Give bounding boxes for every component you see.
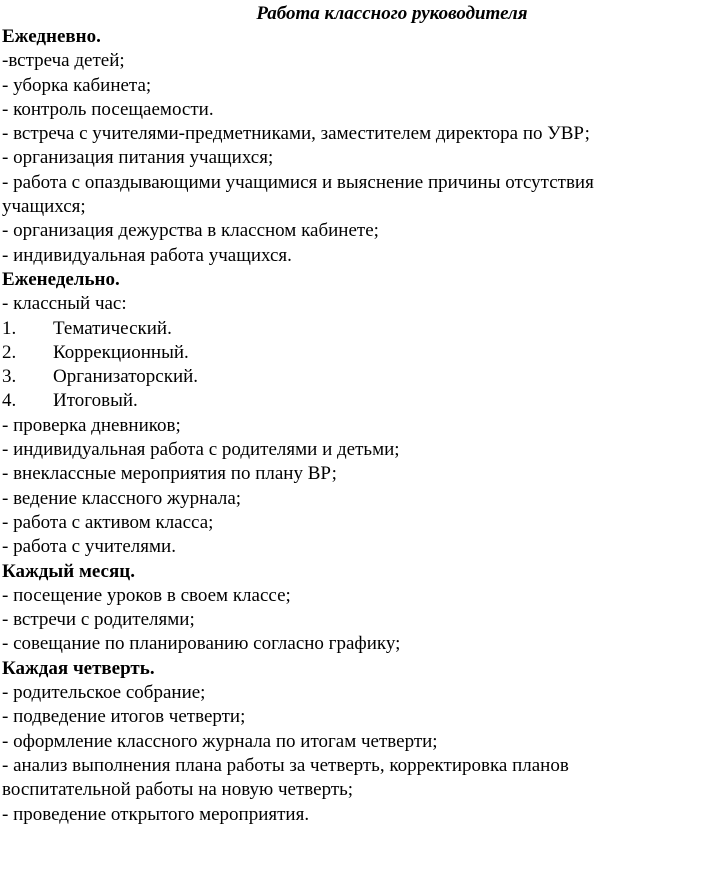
list-item: -встреча детей; [2,50,125,72]
item-number: 4. [2,390,17,412]
item-text: Коррекционный. [53,341,189,363]
item-text: Тематический. [53,317,172,339]
list-item: - внеклассные мероприятия по плану ВР; [2,463,337,485]
list-item: - работа с активом класса; [2,511,214,533]
numbered-item [2,341,698,365]
list-item: - проведение открытого мероприятия. [2,803,310,825]
section-heading-monthly: Каждый месяц. [2,560,135,582]
list-item: - индивидуальная работа учащихся. [2,244,292,266]
numbered-item [2,365,698,389]
list-item: - организация дежурства в классном кабинете; [2,220,379,242]
item-number: 1. [2,317,17,339]
item-text: Организаторский. [53,366,199,388]
list-item: - организация питания учащихся; [2,147,274,169]
section-heading-quarterly: Каждая четверть. [2,657,155,679]
list-item: - ведение классного журнала; [2,487,242,509]
list-item: - анализ выполнения плана работы за четверть, корректировка планов [2,754,569,776]
list-item-continuation: воспитательной работы на новую четверть; [2,779,354,801]
item-number: 3. [2,366,17,388]
list-item: - классный час: [2,293,127,315]
numbered-item [2,317,698,341]
list-item: - подведение итогов четверти; [2,706,246,728]
item-number: 2. [2,341,17,363]
list-item: - совещание по планированию согласно графику; [2,633,401,655]
section-heading-weekly: Еженедельно. [2,268,120,290]
list-item-continuation: учащихся; [2,196,86,218]
section-heading-daily: Ежедневно. [2,26,101,47]
document-body [2,25,698,827]
list-item: - посещение уроков в своем классе; [2,584,291,606]
list-item: - родительское собрание; [2,682,206,704]
list-item: - уборка кабинета; [2,74,152,96]
list-item: - оформление классного журнала по итогам четверти; [2,730,438,752]
list-item: - проверка дневников; [2,414,181,436]
list-item: - встреча с учителями-предметниками, заместителем директора по УВР; [2,123,590,145]
list-item: - встречи с родителями; [2,609,195,631]
list-item: - индивидуальная работа с родителями и детьми; [2,439,400,461]
list-item: - работа с учителями. [2,536,176,558]
list-item: - работа с опаздывающими учащимися и выяснение причины отсутствия [2,171,594,193]
item-text: Итоговый. [53,390,138,412]
numbered-item [2,389,698,413]
list-item: - контроль посещаемости. [2,98,214,120]
document-title: Работа классного руководителя [256,3,528,24]
